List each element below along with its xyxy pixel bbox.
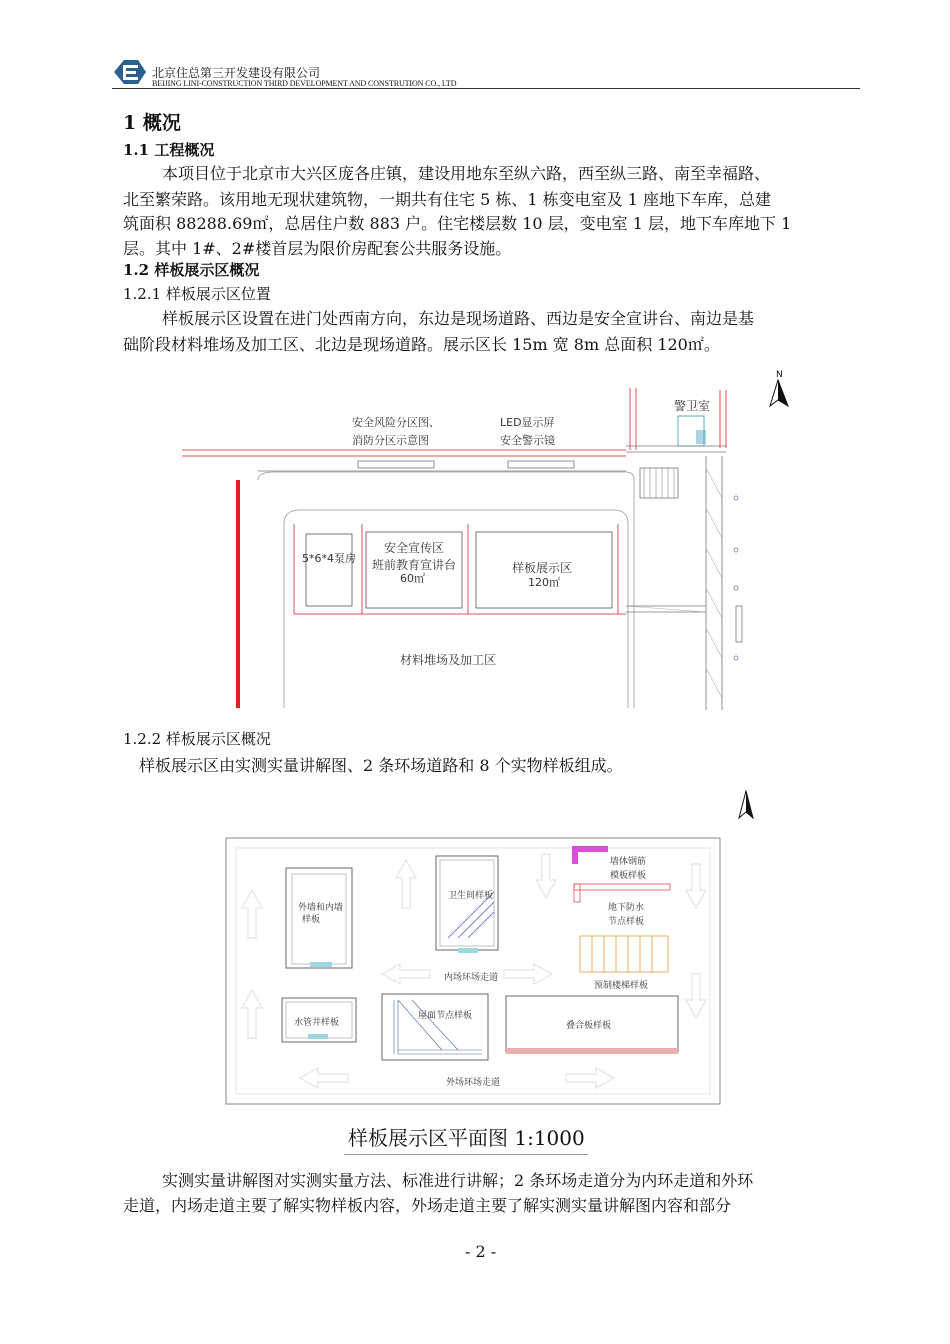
material-zone-label: 材料堆场及加工区 (400, 653, 497, 667)
wall-rebar-label: 墙体钢筋 (610, 857, 647, 867)
stairs-label: 预制楼梯样板 (594, 981, 649, 991)
pump-room-label: 5*6*4泵房 (302, 552, 356, 565)
safety-zone-line1: 安全宣传区 (384, 541, 445, 555)
header-rule (112, 88, 860, 89)
text-line: 本项目位于北京市大兴区庞各庄镇，建设用地东至纵六路，西至纵三路、南至幸福路、 (162, 164, 771, 183)
header-company-en: BEIJING LINI-CONSTRUCTION THIRD DEVELOPMENT AND CONSTRUTION CO., LTD (152, 79, 457, 88)
text-line: 实测实量讲解图对实测实量方法、标准进行讲解；2 条环场走道分为内环走道和外环 (162, 1171, 754, 1190)
bathroom-label: 卫生间样板 (448, 891, 494, 901)
text-line: 筑面积 88288.69㎡，总居住户数 883 户。住宅楼层数 10 层，变电室 1 层，地下车库地下 1 (123, 214, 792, 233)
header-company-cn: 北京住总第三开发建设有限公司 (152, 66, 321, 80)
company-logo (112, 56, 148, 88)
pipe-well-label: 水管井样板 (294, 1018, 340, 1028)
section-title: 1 概况 (123, 112, 181, 134)
sample-zone-area: 120㎡ (528, 576, 560, 589)
sample-zone-label: 样板展示区 (512, 561, 573, 575)
waterproof-label2: 节点样板 (608, 917, 645, 927)
wall-rebar-label2: 模板样板 (610, 871, 647, 881)
subsection-title-1-2-1: 1.2.1 样板展示区位置 (123, 285, 271, 303)
text-line: 北至繁荣路。该用地无现状建筑物，一期共有住宅 5 栋、1 栋变电室及 1 座地下车库，总建 (123, 190, 771, 209)
sign2-line2: 安全警示镜 (500, 434, 555, 447)
site-layout-drawing (178, 368, 800, 713)
outer-walk-label: 外场环场走道 (446, 1078, 501, 1088)
safety-zone-line2: 班前教育宣讲台 (372, 558, 457, 572)
subsection-title-1-2: 1.2 样板展示区概况 (123, 261, 260, 279)
sign2-line1: LED显示屏 (500, 416, 555, 429)
caption-rule (344, 1154, 588, 1155)
north-label: N (776, 370, 783, 380)
sample-area-plan (222, 788, 762, 1108)
inner-walk-label: 内场环场走道 (444, 973, 499, 983)
text-line: 样板展示区由实测实量讲解图、2 条环场道路和 8 个实物样板组成。 (139, 756, 623, 775)
figure-caption: 样板展示区平面图 1:1000 (348, 1126, 585, 1150)
page-number: - 2 - (465, 1242, 497, 1261)
composite-slab-label: 叠合板样板 (566, 1021, 612, 1031)
text-line: 走道，内场走道主要了解实物样板内容，外场走道主要了解实测实量讲解图内容和部分 (123, 1196, 732, 1215)
sign1-line1: 安全风险分区图、 (352, 416, 440, 429)
outer-wall-label2: 样板 (302, 915, 321, 925)
waterproof-label: 地下防水 (608, 903, 645, 913)
text-line: 样板展示区设置在进门处西南方向，东边是现场道路、西边是安全宣讲台、南边是基 (162, 309, 755, 328)
sign1-line2: 消防分区示意图 (352, 434, 429, 447)
roof-node-label: 屋面节点样板 (418, 1011, 473, 1021)
text-line: 层。其中 1#、2#楼首层为限价房配套公共服务设施。 (123, 239, 512, 258)
text-line: 础阶段材料堆场及加工区、北边是现场道路。展示区长 15m 宽 8m 总面积 120㎡。 (123, 335, 720, 354)
outer-wall-label: 外墙和内墙 (298, 903, 344, 913)
safety-zone-area: 60㎡ (400, 572, 425, 585)
subsection-title-1-2-2: 1.2.2 样板展示区概况 (123, 730, 271, 748)
subsection-title-1-1: 1.1 工程概况 (123, 141, 215, 159)
guard-room-label: 警卫室 (674, 399, 711, 413)
